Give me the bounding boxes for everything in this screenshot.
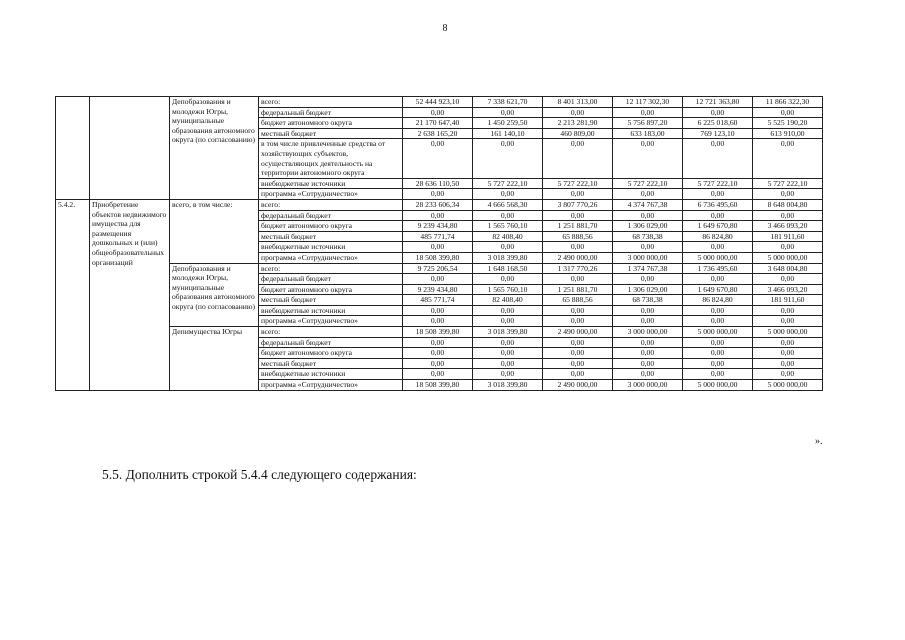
amount-year-1: 5 727 222,10 [473, 178, 543, 189]
amount-total: 485 771,74 [403, 295, 473, 306]
amount-year-3: 1 306 029,00 [613, 221, 683, 232]
amount-year-1: 3 018 399,80 [473, 252, 543, 263]
amount-year-4: 0,00 [683, 316, 753, 327]
activity-code [56, 97, 90, 200]
amount-year-3: 68 738,38 [613, 231, 683, 242]
funding-source: всего: [259, 199, 403, 210]
funding-source: внебюджетные источники [259, 369, 403, 380]
amount-year-3: 0,00 [613, 305, 683, 316]
amount-year-5: 0,00 [753, 316, 823, 327]
amount-year-4: 0,00 [683, 189, 753, 200]
amount-year-3: 3 000 000,00 [613, 252, 683, 263]
amount-year-4: 0,00 [683, 337, 753, 348]
amount-year-3: 0,00 [613, 107, 683, 118]
amount-year-2: 0,00 [543, 337, 613, 348]
funding-source: местный бюджет [259, 231, 403, 242]
amount-year-4: 1 649 670,80 [683, 221, 753, 232]
funding-source: местный бюджет [259, 128, 403, 139]
table-row [56, 97, 823, 108]
amount-year-5: 0,00 [753, 107, 823, 118]
amount-year-2: 8 401 313,00 [543, 97, 613, 108]
amount-year-5: 0,00 [753, 358, 823, 369]
amount-year-5: 5 000 000,00 [753, 252, 823, 263]
responsible-executor: всего, в том числе: [170, 199, 259, 263]
amount-year-5: 3 466 093,20 [753, 284, 823, 295]
amount-total: 52 444 923,10 [403, 97, 473, 108]
page-number: 8 [442, 23, 448, 34]
amount-total: 0,00 [403, 107, 473, 118]
amount-year-4: 0,00 [683, 348, 753, 359]
amount-year-3: 1 306 029,00 [613, 284, 683, 295]
amount-year-1: 161 140,10 [473, 128, 543, 139]
amount-year-3: 3 000 000,00 [613, 380, 683, 391]
amount-year-4: 86 824,80 [683, 295, 753, 306]
funding-source: местный бюджет [259, 358, 403, 369]
amount-year-3: 0,00 [613, 369, 683, 380]
funding-source: бюджет автономного округа [259, 118, 403, 129]
amount-year-2: 460 809,00 [543, 128, 613, 139]
amount-year-3: 4 374 767,38 [613, 199, 683, 210]
amount-year-4: 86 824,80 [683, 231, 753, 242]
funding-source: бюджет автономного округа [259, 284, 403, 295]
funding-source: федеральный бюджет [259, 107, 403, 118]
amount-year-2: 0,00 [543, 189, 613, 200]
amount-year-4: 1 649 670,80 [683, 284, 753, 295]
amount-year-5: 5 000 000,00 [753, 380, 823, 391]
funding-source: федеральный бюджет [259, 274, 403, 285]
amount-year-3: 12 117 302,30 [613, 97, 683, 108]
amount-year-1: 4 666 568,30 [473, 199, 543, 210]
amount-year-4: 0,00 [683, 358, 753, 369]
responsible-executor: Депобразования и молодежи Югры, муниципальные образования автономного округа (по согласованию) [170, 97, 259, 200]
amount-year-2: 0,00 [543, 316, 613, 327]
amount-year-2: 2 213 281,90 [543, 118, 613, 129]
funding-source: программа «Сотрудничество» [259, 252, 403, 263]
amount-year-1: 1 565 760,10 [473, 284, 543, 295]
funding-source: внебюджетные источники [259, 178, 403, 189]
amount-year-2: 65 888,56 [543, 295, 613, 306]
amount-year-2: 1 251 881,70 [543, 221, 613, 232]
amount-year-2: 0,00 [543, 210, 613, 221]
amount-year-2: 2 490 000,00 [543, 327, 613, 338]
amount-year-5: 0,00 [753, 369, 823, 380]
funding-source: местный бюджет [259, 295, 403, 306]
amount-year-2: 1 251 881,70 [543, 284, 613, 295]
amendment-paragraph: 5.5. Дополнить строкой 5.4.4 следующего содержания: [102, 467, 417, 482]
amount-total: 9 725 206,54 [403, 263, 473, 274]
amount-year-1: 0,00 [473, 210, 543, 221]
amount-year-4: 5 727 222,10 [683, 178, 753, 189]
amount-year-3: 0,00 [613, 189, 683, 200]
amount-year-2: 0,00 [543, 305, 613, 316]
amount-total: 0,00 [403, 337, 473, 348]
funding-source: всего: [259, 263, 403, 274]
amount-year-3: 0,00 [613, 337, 683, 348]
amount-year-5: 0,00 [753, 139, 823, 178]
amount-year-2: 3 807 770,26 [543, 199, 613, 210]
amount-year-1: 0,00 [473, 107, 543, 118]
amount-year-5: 5 727 222,10 [753, 178, 823, 189]
amount-total: 485 771,74 [403, 231, 473, 242]
amount-year-2: 5 727 222,10 [543, 178, 613, 189]
funding-source: внебюджетные источники [259, 305, 403, 316]
amount-total: 28 636 110,50 [403, 178, 473, 189]
amount-year-1: 0,00 [473, 242, 543, 253]
amount-total: 0,00 [403, 348, 473, 359]
amount-year-3: 3 000 000,00 [613, 327, 683, 338]
funding-source: всего: [259, 327, 403, 338]
amount-total: 2 638 165,20 [403, 128, 473, 139]
amount-year-4: 769 123,10 [683, 128, 753, 139]
amount-year-5: 5 525 190,20 [753, 118, 823, 129]
amount-year-5: 613 910,00 [753, 128, 823, 139]
amount-year-1: 3 018 399,80 [473, 327, 543, 338]
amount-year-1: 0,00 [473, 358, 543, 369]
funding-source: внебюджетные источники [259, 242, 403, 253]
amount-year-2: 2 490 000,00 [543, 380, 613, 391]
amount-year-5: 0,00 [753, 189, 823, 200]
amount-year-3: 0,00 [613, 348, 683, 359]
amount-total: 0,00 [403, 358, 473, 369]
amount-year-5: 0,00 [753, 210, 823, 221]
amount-year-3: 0,00 [613, 242, 683, 253]
amount-year-5: 3 648 004,80 [753, 263, 823, 274]
amount-year-3: 0,00 [613, 210, 683, 221]
amount-year-1: 1 450 259,50 [473, 118, 543, 129]
amount-year-4: 0,00 [683, 210, 753, 221]
amount-year-4: 5 000 000,00 [683, 380, 753, 391]
amount-year-4: 0,00 [683, 107, 753, 118]
funding-source: программа «Сотрудничество» [259, 189, 403, 200]
amount-total: 9 239 434,80 [403, 284, 473, 295]
amount-total: 18 508 399,80 [403, 327, 473, 338]
amount-year-2: 0,00 [543, 348, 613, 359]
amount-year-2: 0,00 [543, 242, 613, 253]
funding-source: федеральный бюджет [259, 210, 403, 221]
amount-year-4: 0,00 [683, 369, 753, 380]
amount-year-3: 633 183,00 [613, 128, 683, 139]
amount-total: 0,00 [403, 210, 473, 221]
amount-total: 0,00 [403, 316, 473, 327]
amount-year-2: 0,00 [543, 358, 613, 369]
amount-year-5: 5 000 000,00 [753, 327, 823, 338]
activity-name [90, 97, 170, 200]
amount-year-1: 0,00 [473, 305, 543, 316]
amount-year-1: 1 648 168,50 [473, 263, 543, 274]
amount-year-4: 1 736 495,60 [683, 263, 753, 274]
amount-year-1: 0,00 [473, 139, 543, 178]
amount-year-1: 7 338 621,70 [473, 97, 543, 108]
amount-year-2: 0,00 [543, 369, 613, 380]
funding-source: в том числе привлеченные средства от хозяйствующих субъектов, осуществляющих деятельность на территории автономного округа [259, 139, 403, 178]
amount-year-5: 8 648 004,80 [753, 199, 823, 210]
budget-table [55, 96, 823, 391]
amount-year-2: 0,00 [543, 107, 613, 118]
amount-total: 0,00 [403, 274, 473, 285]
table-row [56, 327, 823, 338]
closing-quote: ». [815, 436, 823, 447]
amount-year-4: 0,00 [683, 242, 753, 253]
table-row [56, 199, 823, 210]
amount-year-4: 12 721 363,80 [683, 97, 753, 108]
amount-year-1: 0,00 [473, 369, 543, 380]
funding-source: программа «Сотрудничество» [259, 316, 403, 327]
amount-total: 18 508 399,80 [403, 252, 473, 263]
amount-year-5: 0,00 [753, 242, 823, 253]
responsible-executor: Депимущества Югры [170, 327, 259, 391]
amount-total: 0,00 [403, 139, 473, 178]
amount-year-3: 0,00 [613, 358, 683, 369]
responsible-executor: Депобразования и молодежи Югры, муниципальные образования автономного округа (по согласованию) [170, 263, 259, 327]
amount-year-3: 5 727 222,10 [613, 178, 683, 189]
amount-total: 0,00 [403, 189, 473, 200]
amount-year-3: 1 374 767,38 [613, 263, 683, 274]
amount-year-5: 181 911,60 [753, 231, 823, 242]
amount-year-2: 1 317 770,26 [543, 263, 613, 274]
amount-year-2: 65 888,56 [543, 231, 613, 242]
amount-year-2: 0,00 [543, 274, 613, 285]
amount-year-5: 0,00 [753, 274, 823, 285]
amount-year-5: 11 866 322,30 [753, 97, 823, 108]
amount-total: 28 233 606,34 [403, 199, 473, 210]
budget-table-body [56, 97, 823, 391]
amount-year-1: 0,00 [473, 316, 543, 327]
funding-source: бюджет автономного округа [259, 221, 403, 232]
amount-year-1: 0,00 [473, 189, 543, 200]
amount-year-2: 0,00 [543, 139, 613, 178]
amount-year-5: 0,00 [753, 305, 823, 316]
amount-year-5: 3 466 093,20 [753, 221, 823, 232]
amount-year-5: 0,00 [753, 337, 823, 348]
amount-year-4: 5 000 000,00 [683, 327, 753, 338]
amount-total: 18 508 399,80 [403, 380, 473, 391]
activity-name: Приобретение объектов недвижимого имущества для размещения дошкольных и (или) общеобразовательных организаций [90, 199, 170, 390]
amount-year-1: 3 018 399,80 [473, 380, 543, 391]
amount-year-4: 0,00 [683, 139, 753, 178]
amount-year-1: 0,00 [473, 337, 543, 348]
amount-year-4: 0,00 [683, 305, 753, 316]
amount-total: 0,00 [403, 369, 473, 380]
amount-year-4: 0,00 [683, 274, 753, 285]
amount-total: 9 239 434,80 [403, 221, 473, 232]
funding-source: программа «Сотрудничество» [259, 380, 403, 391]
amount-year-5: 0,00 [753, 348, 823, 359]
funding-source: всего: [259, 97, 403, 108]
amount-total: 0,00 [403, 305, 473, 316]
amount-year-2: 2 490 000,00 [543, 252, 613, 263]
table-row [56, 263, 823, 274]
amount-year-1: 0,00 [473, 274, 543, 285]
amount-year-1: 82 408,40 [473, 295, 543, 306]
activity-code: 5.4.2. [56, 199, 90, 390]
amount-year-1: 0,00 [473, 348, 543, 359]
amount-year-1: 1 565 760,10 [473, 221, 543, 232]
amount-year-3: 0,00 [613, 139, 683, 178]
funding-source: федеральный бюджет [259, 337, 403, 348]
amount-year-4: 5 000 000,00 [683, 252, 753, 263]
funding-source: бюджет автономного округа [259, 348, 403, 359]
amount-year-3: 0,00 [613, 274, 683, 285]
amount-year-5: 181 911,60 [753, 295, 823, 306]
amount-year-1: 82 408,40 [473, 231, 543, 242]
amount-year-4: 6 736 495,60 [683, 199, 753, 210]
amount-year-3: 5 756 897,20 [613, 118, 683, 129]
amount-total: 0,00 [403, 242, 473, 253]
amount-total: 21 170 647,40 [403, 118, 473, 129]
amount-year-3: 68 738,38 [613, 295, 683, 306]
amount-year-3: 0,00 [613, 316, 683, 327]
amount-year-4: 6 225 018,60 [683, 118, 753, 129]
